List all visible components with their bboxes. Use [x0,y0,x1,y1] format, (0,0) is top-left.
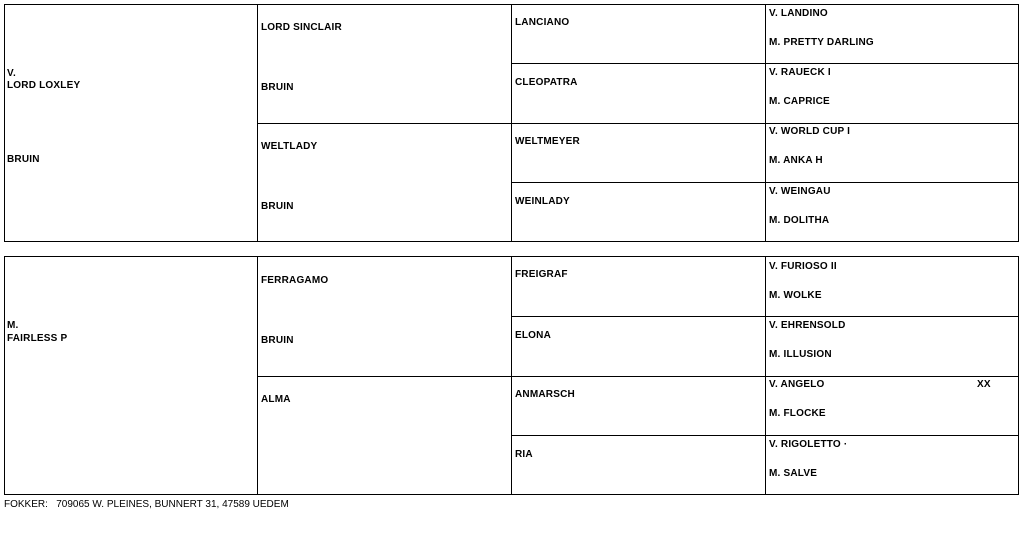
sire-dam-name: WELTLADY [261,141,318,152]
sire-prefix: V. [7,68,16,79]
gen3-name: ELONA [515,330,551,341]
gen4-name: M. SALVE [769,468,818,479]
breed-mark: XX [977,379,991,390]
gen4-name: M. ILLUSION [769,349,832,360]
sire-panel [4,4,1019,242]
breeder-details: 709065 W. PLEINES, BUNNERT 31, 47589 UEDEM [56,499,289,510]
gen4-name: M. ANKA H [769,155,823,166]
row-divider [511,63,1018,64]
gen4-name: V. EHRENSOLD [769,320,846,331]
dam-name: FAIRLESS P [7,333,68,344]
gen3-name: RIA [515,449,533,460]
gen4-name: M. FLOCKE [769,408,826,419]
row-divider [511,435,1018,436]
gen4-name: V. FURIOSO II [769,261,837,272]
gen4-name: V. WORLD CUP I [769,126,851,137]
gen4-name: V. LANDINO [769,8,828,19]
dam-prefix: M. [7,320,19,331]
gen4-name: V. WEINGAU [769,186,831,197]
gen3-name: WEINLADY [515,196,570,207]
dam-panel [4,256,1019,495]
sire-sire-name: LORD SINCLAIR [261,22,342,33]
row-divider [257,123,1018,124]
dam-dam-name: ALMA [261,394,291,405]
breeder-label: FOKKER: [4,499,48,510]
row-divider [511,316,1018,317]
breeder-footer [4,499,289,510]
gen3-name: WELTMEYER [515,136,580,147]
gen3-name: CLEOPATRA [515,77,578,88]
gen3-name: LANCIANO [515,17,570,28]
dam-sire-name: FERRAGAMO [261,275,329,286]
gen4-name: V. RAUECK I [769,67,831,78]
gen3-name: ANMARSCH [515,389,575,400]
sire-dam-color: BRUIN [261,201,294,212]
sire-color: BRUIN [7,154,40,165]
sire-name: LORD LOXLEY [7,80,81,91]
gen4-name: M. WOLKE [769,290,822,301]
gen4-name: M. PRETTY DARLING [769,37,874,48]
gen4-name: V. RIGOLETTO · [769,439,848,450]
gen4-name: V. ANGELO [769,379,825,390]
gen4-name: M. CAPRICE [769,96,830,107]
gen3-name: FREIGRAF [515,269,568,280]
row-divider [257,376,1018,377]
dam-sire-color: BRUIN [261,335,294,346]
sire-sire-color: BRUIN [261,82,294,93]
gen4-name: M. DOLITHA [769,215,830,226]
row-divider [511,182,1018,183]
